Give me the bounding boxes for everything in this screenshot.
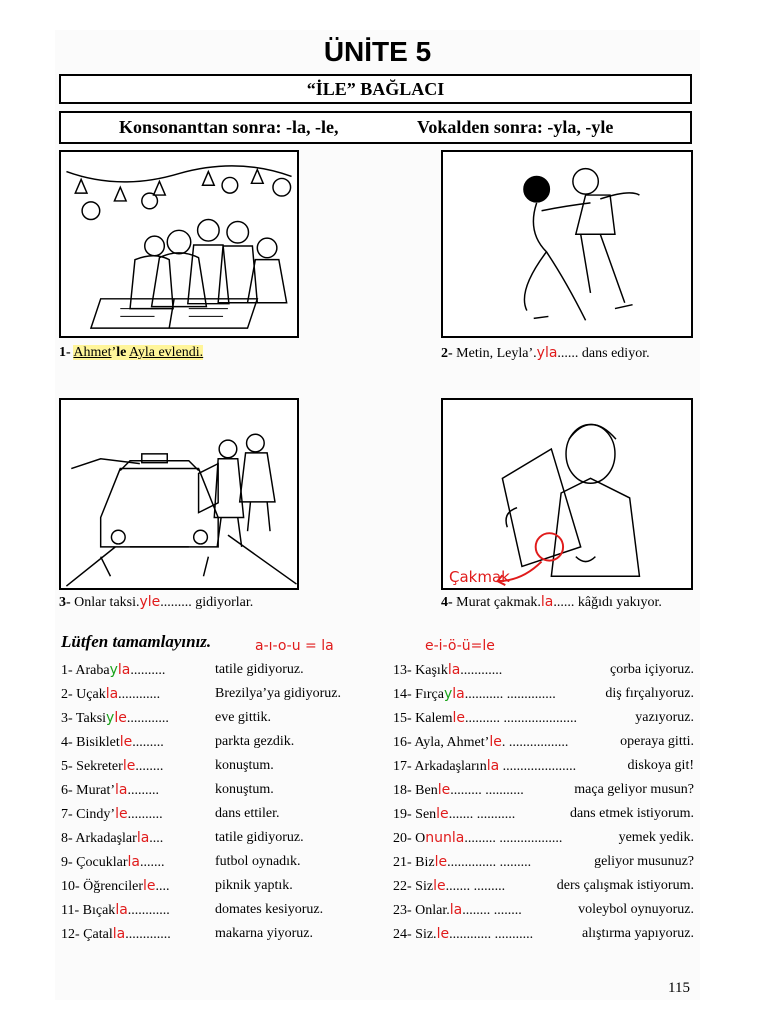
blank-dots: .....................: [499, 759, 577, 774]
blank-dots: ............: [460, 663, 503, 678]
caption-1-name: Ahmet: [73, 345, 112, 360]
handwritten-suffix: le: [115, 806, 128, 822]
exercise-prompt: 17- Arkadaşların: [393, 759, 487, 774]
exercise-row: [61, 782, 159, 799]
exercise-prompt: 10- Öğrenciler: [61, 879, 144, 894]
handwritten-suffix: la: [115, 782, 128, 798]
blank-dots: ............: [118, 687, 161, 702]
exercise-row: [61, 878, 170, 895]
exercise-row: [393, 734, 568, 751]
exercise-prompt: 21- Biz: [393, 855, 435, 870]
blank-dots: ......... ...........: [450, 783, 524, 798]
exercise-row: [393, 710, 577, 727]
caption-2-number: 2-: [441, 346, 453, 361]
exercise-completion: tatile gidiyoruz.: [215, 662, 304, 677]
blank-dots: ....: [155, 879, 170, 894]
handwritten-suffix: le: [114, 710, 127, 726]
blank-dots: .......: [139, 855, 165, 870]
handwritten-suffix: la: [115, 902, 128, 918]
exercise-prompt: 8- Arkadaşlar: [61, 831, 137, 846]
exercise-row: [61, 686, 160, 703]
caption-2-handwriting: yla: [536, 345, 558, 361]
blank-dots: ............: [127, 903, 170, 918]
blank-dots: ........ ........: [462, 903, 522, 918]
exercise-row: [393, 926, 533, 943]
exercise-prompt: 22- Siz: [393, 879, 434, 894]
exercise-prompt: 15- Kalem: [393, 711, 453, 726]
instruction: Lütfen tamamlayınız.: [61, 632, 212, 651]
exercise-completion: voleybol oynuyoruz.: [578, 902, 694, 917]
exercise-row: [61, 854, 164, 871]
caption-4-number: 4-: [441, 595, 453, 610]
taxi-illustration: [59, 398, 299, 590]
blank-dots: ..........: [130, 663, 166, 678]
blank-dots: ..........: [127, 807, 163, 822]
exercise-completion: geliyor musunuz?: [594, 854, 694, 869]
blank-dots: ....... .........: [445, 879, 506, 894]
lighter-illustration: [441, 398, 693, 590]
exercise-prompt: 5- Sekreter: [61, 759, 123, 774]
lesson-title: “İLE” BAĞLACI: [306, 79, 445, 99]
lesson-title-box: [59, 74, 692, 104]
blank-dots: . .................: [501, 735, 569, 750]
consonant-rule: Konsonanttan sonra: -la, -le,: [119, 117, 339, 137]
vowel-rule: Vokalden sonra: -yla, -yle: [417, 117, 614, 137]
exercise-prompt: 16- Ayla, Ahmet’: [393, 735, 490, 750]
caption-1-number: 1-: [59, 345, 71, 360]
exercise-row: [61, 902, 170, 919]
blank-dots: .......... .....................: [465, 711, 577, 726]
handwritten-suffix: le: [433, 878, 446, 894]
blank-dots: ........: [135, 759, 164, 774]
exercise-completion: operaya gitti.: [620, 734, 694, 749]
exercise-completion: konuştum.: [215, 782, 274, 797]
exercise-prompt: 23- Onlar.: [393, 903, 450, 918]
handwritten-suffix: la: [136, 830, 150, 846]
exercise-completion: domates kesiyoruz.: [215, 902, 324, 917]
exercise-row: [393, 806, 515, 823]
exercise-completion: eve gittik.: [215, 710, 271, 725]
caption-4-text: Murat çakmak.: [456, 595, 541, 610]
front-vowel-rule: e-i-ö-ü=le: [425, 638, 495, 654]
exercise-completion: konuştum.: [215, 758, 274, 773]
handwritten-suffix: le: [437, 782, 451, 798]
wedding-illustration: [59, 150, 299, 338]
caption-3-handwriting: yle: [139, 594, 161, 610]
exercise-completion: futbol oynadık.: [215, 854, 301, 869]
exercise-completion: tatile gidiyoruz.: [215, 830, 304, 845]
caption-4-handwriting: la: [540, 594, 554, 610]
exercise-row: [393, 902, 522, 919]
back-vowel-rule: a-ı-o-u = la: [255, 638, 334, 654]
exercise-completion: piknik yaptık.: [215, 878, 293, 893]
blank-dots: .............. .........: [447, 855, 532, 870]
caption-2: [441, 345, 650, 362]
handwritten-suffix: la: [447, 662, 461, 678]
exercise-row: [393, 854, 531, 871]
caption-3-text: Onlar taksi.: [74, 595, 140, 610]
exercise-completion: parkta gezdik.: [215, 734, 295, 749]
caption-3-number: 3-: [59, 595, 71, 610]
exercise-completion: maça geliyor musun?: [574, 782, 694, 797]
caption-1: [59, 345, 203, 361]
blank-dots: ........... ..............: [464, 687, 556, 702]
dancing-illustration: [441, 150, 693, 338]
exercise-completion: dans etmek istiyorum.: [569, 806, 694, 821]
lighter-annotation: Çakmak: [449, 568, 510, 586]
handwritten-suffix: le: [489, 734, 502, 750]
handwritten-suffix: le: [122, 758, 136, 774]
exercise-completion: diş fırçalıyoruz.: [605, 686, 694, 701]
handwritten-suffix: le: [434, 854, 448, 870]
handwritten-suffix: le: [119, 734, 133, 750]
exercise-prompt: 6- Murat’: [61, 783, 116, 798]
exercise-completion: çorba içiyoruz.: [610, 662, 694, 677]
blank-dots: ............ ...........: [449, 927, 534, 942]
exercise-row: [393, 686, 556, 703]
handwritten-suffix: la: [452, 686, 465, 702]
exercise-completion: diskoya git!: [627, 758, 694, 773]
blank-dots: ......... ..................: [464, 831, 563, 846]
exercise-row: [61, 806, 163, 823]
exercise-prompt: 20- O: [393, 831, 426, 846]
suffix-rule-box: [59, 111, 692, 144]
caption-3: [59, 594, 253, 611]
caption-2-text: Metin, Leyla’.: [456, 346, 537, 361]
exercise-row: [61, 758, 163, 775]
exercise-prompt: 18- Ben: [393, 783, 438, 798]
exercise-completion: alıştırma yapıyoruz.: [582, 926, 694, 941]
exercise-prompt: 19- Sen: [393, 807, 437, 822]
exercise-row: [61, 662, 165, 679]
handwritten-suffix: le: [143, 878, 156, 894]
exercise-row: [61, 710, 169, 727]
correction-mark: y: [106, 710, 115, 726]
exercise-prompt: 11- Bıçak: [61, 903, 116, 918]
exercise-row: [393, 662, 502, 679]
unit-title: ÜNİTE 5: [323, 36, 432, 67]
caption-3-rest: ......... gidiyorlar.: [160, 595, 254, 610]
handwritten-suffix: la: [449, 902, 463, 918]
exercise-completion: yazıyoruz.: [635, 710, 694, 725]
exercise-completion: Brezilya’ya gidiyoruz.: [215, 686, 341, 701]
handwritten-suffix: la: [127, 854, 140, 870]
handwritten-suffix: le: [436, 806, 449, 822]
exercise-prompt: 14- Fırça: [393, 687, 444, 702]
exercise-row: [61, 830, 163, 847]
caption-2-rest: ...... dans ediyor.: [557, 346, 650, 361]
blank-dots: ....... ...........: [448, 807, 516, 822]
handwritten-suffix: la: [486, 758, 500, 774]
exercise-prompt: 2- Uçak: [61, 687, 106, 702]
exercise-row: [393, 878, 505, 895]
caption-4-rest: ...... kâğıdı yakıyor.: [553, 595, 662, 610]
handwritten-suffix: la: [105, 686, 119, 702]
exercise-prompt: 13- Kaşık: [393, 663, 448, 678]
page-number: 115: [668, 980, 690, 996]
exercise-row: [61, 734, 164, 751]
blank-dots: .............: [125, 927, 171, 942]
exercise-completion: dans ettiler.: [215, 806, 280, 821]
exercise-row: [393, 830, 562, 847]
handwritten-suffix: nunla: [425, 830, 465, 846]
blank-dots: ....: [149, 831, 164, 846]
blank-dots: ............: [126, 711, 169, 726]
exercise-row: [393, 758, 576, 775]
exercise-prompt: 24- Siz.: [393, 927, 437, 942]
caption-4: [441, 594, 662, 611]
caption-1-suffix: le: [116, 345, 127, 360]
worksheet-page: [55, 30, 700, 1000]
exercise-prompt: 1- Araba: [61, 663, 110, 678]
exercise-completion: yemek yedik.: [618, 830, 694, 845]
exercise-prompt: 4- Bisiklet: [61, 735, 120, 750]
blank-dots: .........: [132, 735, 164, 750]
correction-mark: y: [109, 662, 118, 678]
handwritten-suffix: la: [112, 926, 126, 942]
exercise-prompt: 12- Çatal: [61, 927, 113, 942]
exercise-completion: ders çalışmak istiyorum.: [556, 878, 694, 893]
exercise-prompt: 3- Taksi: [61, 711, 107, 726]
handwritten-suffix: le: [436, 926, 450, 942]
exercise-prompt: 7- Cindy’: [61, 807, 116, 822]
exercise-row: [393, 782, 524, 799]
exercise-row: [61, 926, 171, 943]
blank-dots: .........: [127, 783, 160, 798]
exercise-prompt: 9- Çocuklar: [61, 855, 128, 870]
exercise-completion: makarna yiyoruz.: [215, 926, 313, 941]
handwritten-suffix: la: [117, 662, 131, 678]
caption-1-apostrophe: ’: [111, 345, 117, 360]
correction-mark: y: [443, 686, 453, 702]
handwritten-suffix: le: [452, 710, 465, 726]
caption-1-rest: Ayla evlendi.: [129, 345, 204, 360]
